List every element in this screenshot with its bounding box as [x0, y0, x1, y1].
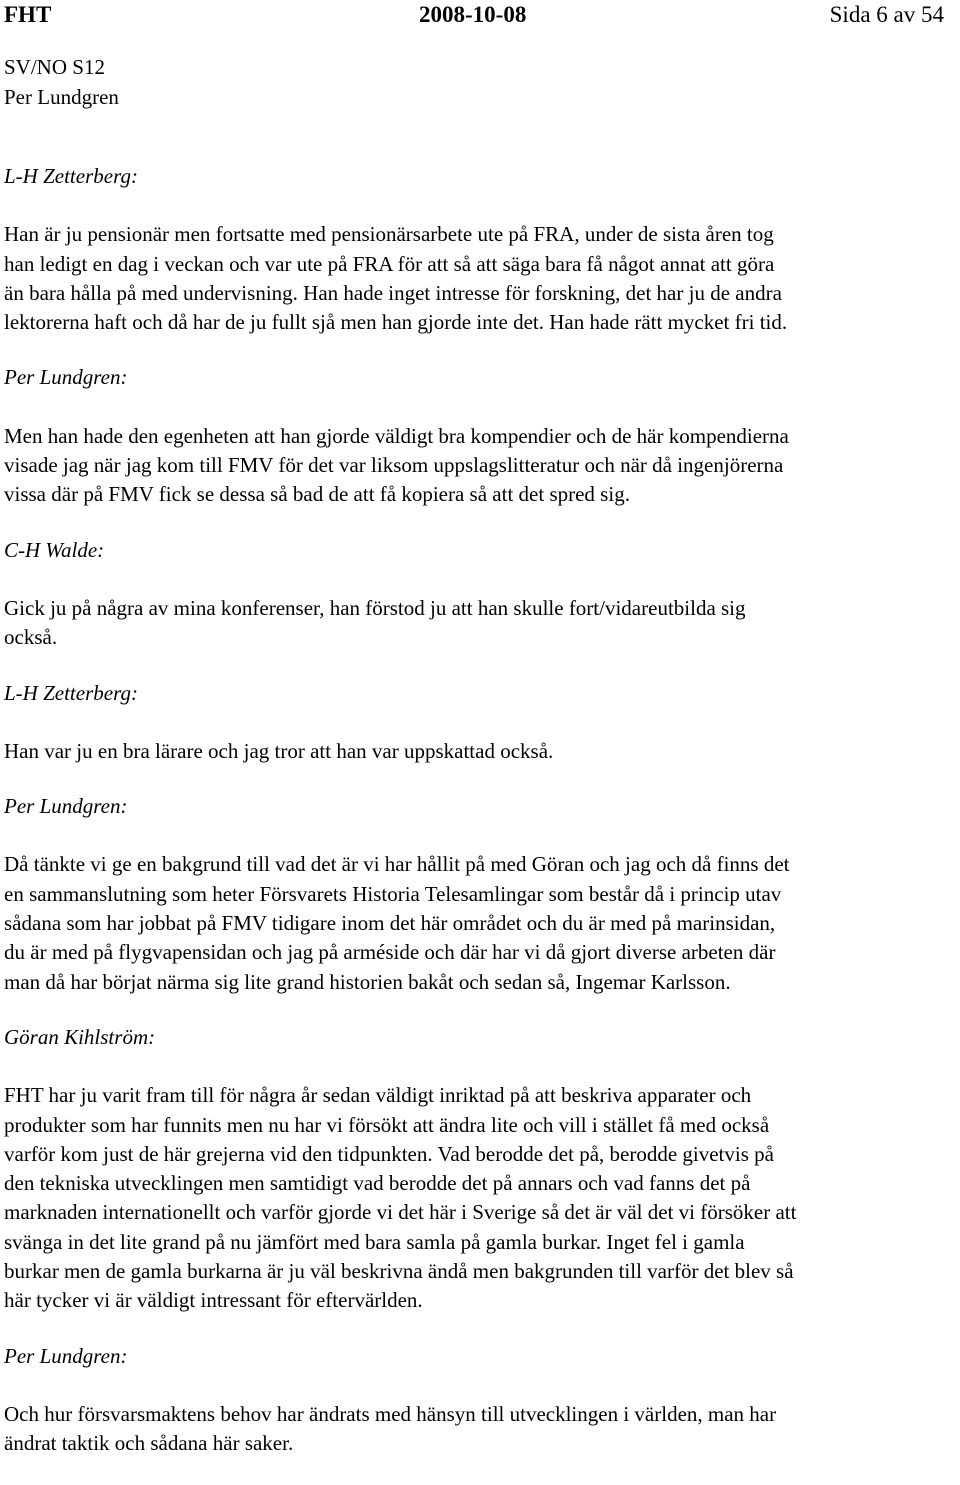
speech-line: sådana som har jobbat på FMV tidigare inom det här området och du är med på marinsidan, [4, 911, 776, 936]
speech-line: också. [4, 625, 58, 650]
page-header [4, 0, 944, 30]
speech-line: man då har börjat närma sig lite grand historien bakåt och sedan så, Ingemar Karlsson. [4, 969, 731, 994]
speaker-name: Per Lundgren: [4, 1343, 128, 1368]
speech-line: svänga in det lite grand på nu jämfört med bara samla på gamla burkar. Inget fel i gamla [4, 1229, 745, 1254]
speaker-name: L-H Zetterberg: [4, 680, 138, 705]
speech-line: vissa där på FMV fick se dessa så bad de att få kopiera så att det spred sig. [4, 482, 630, 507]
speech-line: marknaden internationellt och varför gjorde vi det här i Sverige så det är väl det vi försöker att [4, 1200, 797, 1225]
speech-line: Han är ju pensionär men fortsatte med pensionärsarbete ute på FRA, under de sista åren tog [4, 222, 774, 247]
speech-line: varför kom just de här grejerna vid den tidpunkten. Vad berodde det på, berodde givetvis på [4, 1141, 774, 1166]
speech-paragraph [4, 737, 958, 766]
header-organization: FHT [4, 2, 52, 27]
header-date: 2008-10-08 [419, 2, 527, 27]
speech-line: Men han hade den egenheten att han gjorde väldigt bra kompendier och de här kompendierna [4, 423, 789, 448]
speech-line: visade jag när jag kom till FMV för det var liksom uppslagslitteratur och när då ingenjörerna [4, 453, 784, 478]
speech-line: här tycker vi är väldigt intressant för eftervärlden. [4, 1288, 423, 1313]
speaker-name: Per Lundgren: [4, 365, 128, 390]
document-meta [4, 52, 119, 112]
speaker-name: Göran Kihlström: [4, 1024, 156, 1049]
document-author: Per Lundgren [4, 85, 119, 109]
speech-paragraph [4, 220, 958, 337]
speech-line: än bara hålla på med undervisning. Han hade inget intresse för forskning, det har ju de andra [4, 280, 782, 305]
speech-paragraph [4, 850, 958, 996]
speech-line: Gick ju på några av mina konferenser, han förstod ju att han skulle fort/vidareutbilda sig [4, 595, 746, 620]
speech-line: du är med på flygvapensidan och jag på arméside och där har vi då gjort diverse arbeten där [4, 940, 776, 965]
speech-line: FHT har ju varit fram till för några år sedan väldigt inriktad på att beskriva apparater och [4, 1083, 752, 1108]
speech-line: Då tänkte vi ge en bakgrund till vad det är vi har hållit på med Göran och jag och då finns det [4, 852, 790, 877]
speaker-name: C-H Walde: [4, 537, 105, 562]
speech-line: Och hur försvarsmaktens behov har ändrats med hänsyn till utvecklingen i världen, man har [4, 1401, 777, 1426]
header-page-number: Sida 6 av 54 [829, 2, 944, 27]
document-code: SV/NO S12 [4, 55, 105, 79]
speaker-name: Per Lundgren: [4, 794, 128, 819]
speech-paragraph [4, 422, 958, 510]
speaker-name: L-H Zetterberg: [4, 164, 138, 188]
speech-line: Han var ju en bra lärare och jag tror att han var uppskattad också. [4, 738, 554, 763]
speech-line: en sammanslutning som heter Försvarets Historia Telesamlingar som består då i princip utav [4, 881, 782, 906]
speech-line: den tekniska utvecklingen men samtidigt vad berodde det på annars och vad fanns det på [4, 1171, 751, 1196]
speech-line: burkar men de gamla burkarna är ju väl beskrivna ändå men bakgrunden till varför det blev så [4, 1259, 794, 1284]
transcript [4, 162, 958, 1485]
speech-line: produkter som har funnits men nu har vi försökt att ändra lite och vill i stället få med också [4, 1112, 770, 1137]
speech-paragraph [4, 594, 958, 653]
speech-line: han ledigt en dag i veckan och var ute på FRA för att så att säga bara få något annat att göra [4, 251, 775, 276]
speech-line: lektorerna haft och då har de ju fullt sjå men han gjorde inte det. Han hade rätt mycket fri tid. [4, 310, 788, 335]
speech-paragraph [4, 1400, 958, 1459]
speech-paragraph [4, 1081, 958, 1315]
speech-line: ändrat taktik och sådana här saker. [4, 1431, 294, 1456]
